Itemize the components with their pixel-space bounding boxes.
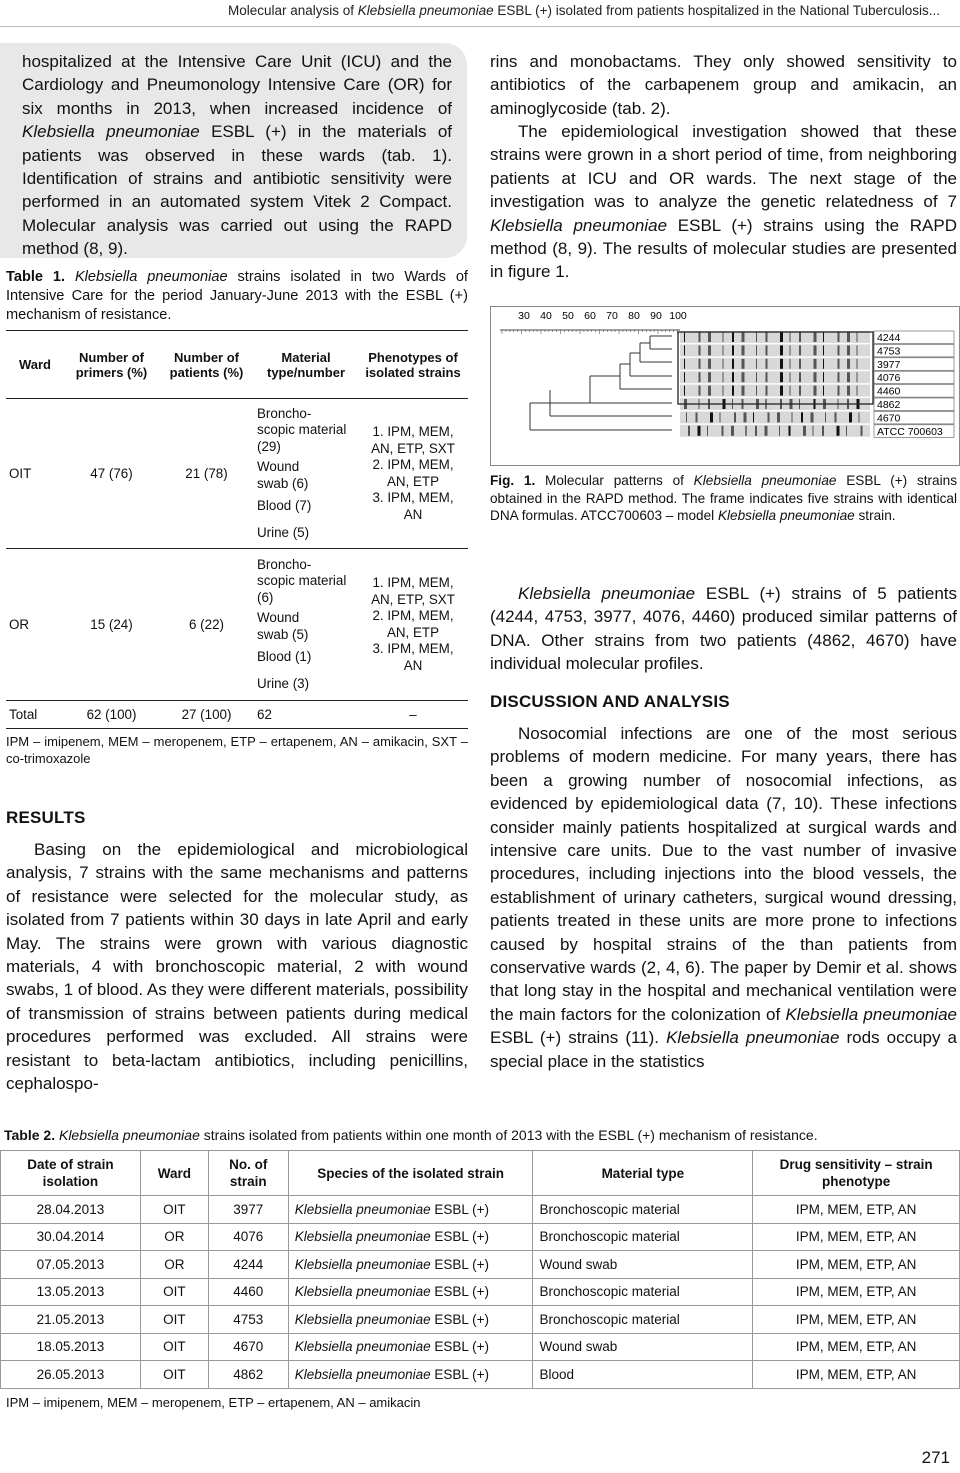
table-row <box>1 1333 960 1361</box>
gel-band <box>780 332 783 342</box>
table1-caption-text: strains isolated in two Wards of Intensive Care for the period January-June 2013 with the ESBL (+) mechanism of resistance. <box>6 269 468 323</box>
gel-band <box>699 332 701 342</box>
discussion-species-2: Klebsiella pneumoniae <box>666 1028 840 1048</box>
discussion-species-1: Klebsiella pneumoniae <box>785 1004 957 1024</box>
table1-header-primers: Number of primers (%) <box>75 349 148 380</box>
table1-header-material: Material type/number <box>266 349 345 380</box>
table2-species <box>288 1361 533 1389</box>
gel-band <box>723 372 724 382</box>
gel-band <box>746 426 747 436</box>
gel-band <box>801 412 803 422</box>
table1-total-row <box>6 701 468 729</box>
figure1-label: Fig. 1. <box>490 473 536 488</box>
gel-band <box>847 332 850 342</box>
gel-band <box>857 386 858 396</box>
gel-band <box>838 372 840 382</box>
gel-band <box>686 412 687 422</box>
gel-band <box>838 359 840 369</box>
gel-band <box>838 332 840 342</box>
table2-ward: OIT <box>140 1306 208 1334</box>
gel-band <box>753 412 754 422</box>
gel-band <box>799 332 801 342</box>
gel-band <box>780 345 783 355</box>
table1-primers: 47 (76) <box>90 466 133 481</box>
gel-band <box>799 386 801 396</box>
discussion-heading: DISCUSSION AND ANALYSIS <box>490 692 730 711</box>
gel-band <box>723 345 724 355</box>
page-number: 271 <box>921 1448 950 1467</box>
table2-strain-no: 4753 <box>208 1306 288 1334</box>
table2-header-material: Material type <box>533 1151 753 1196</box>
gel-band <box>766 332 768 342</box>
table1-patients: 21 (78) <box>185 466 228 481</box>
table2-ward: OR <box>140 1223 208 1251</box>
gel-band <box>790 372 791 382</box>
table2-drug: IPM, MEM, ETP, AN <box>753 1223 960 1251</box>
gel-band <box>766 372 768 382</box>
gel-band <box>790 345 791 355</box>
right-paragraph-1: rins and monobactams. They only showed sensitivity to antibiotics of the carbapenem group and amikacin, an aminoglycoside (tab. 2). <box>490 52 957 118</box>
gel-band <box>723 359 724 369</box>
gel-band <box>744 412 747 422</box>
right-p2-text-1: The epidemiological investigation showed that these strains were grown in a short period of time, from neighboring patients at ICU and OR wards. The next stage of the investigation was to analyze the genetic relatedness of 7 <box>490 122 957 212</box>
table1-phenotypes <box>358 549 468 701</box>
table2-material: Bronchoscopic material <box>533 1306 753 1334</box>
gel-band <box>742 345 745 355</box>
discussion-text-1: Nosocomial infections are one of the most serious problems of modern medicine. For many years, there has been a growing number of nosocomial infections, as evidenced by epidemiological data (7, 10). These infections consider mainly patients hospitalized at surgical wards and intensive care units. Due to the vast number of invasive procedures, including injections into the blood vessels, the establishment of urinary catheters, surgical wound dressing, patients treated in these units are more prone to infections caused by hospital strains of the than patients from conservative wards (2, 4, 6). The paper by Demir et al. shows that long stay in the hospital and mechanical ventilation were the main factors for the colonization of <box>490 724 957 1024</box>
phenotype-item: 1. IPM, MEM, AN, ETP, SXT <box>371 575 455 607</box>
gel-band <box>823 359 824 369</box>
scale-label: 40 <box>540 310 552 322</box>
table1-ward: OR <box>9 617 30 632</box>
running-title-species: Klebsiella pneumoniae <box>357 3 494 18</box>
table1-caption <box>6 268 468 325</box>
gel-band <box>699 386 701 396</box>
gel-lane <box>680 411 870 423</box>
gel-band <box>710 412 713 422</box>
table2-species <box>288 1223 533 1251</box>
gel-band <box>742 359 745 369</box>
gel-band <box>684 372 685 382</box>
table1-header-phenotypes: Phenotypes of isolated strains <box>365 349 461 380</box>
gel-band <box>765 426 768 436</box>
strain-labels <box>874 331 954 438</box>
right-p3-text: ESBL (+) strains of 5 patients (4244, 4753, 3977, 4076, 4460) produced similar patterns of DNA. Other strains from two patients (4862, 4670) have individual molecular profiles. <box>490 584 957 674</box>
table1-materials <box>254 399 358 549</box>
strain-label: ATCC 700603 <box>877 425 943 438</box>
gel-band <box>857 345 858 355</box>
table2-species <box>288 1251 533 1279</box>
table2-body <box>1 1196 960 1389</box>
gel-band <box>799 372 801 382</box>
strain-label: 4862 <box>877 399 901 411</box>
gel-band <box>825 412 826 422</box>
intro-paragraph <box>22 50 452 261</box>
table2-date: 26.05.2013 <box>1 1361 141 1389</box>
gel-band <box>732 332 734 342</box>
table1-total-material: 62 <box>257 707 272 722</box>
material-item: Broncho-scopic material (29) <box>257 405 347 454</box>
table1-header-ward: Ward <box>18 357 52 372</box>
table2-strain-no: 3977 <box>208 1196 288 1224</box>
table-row <box>1 1278 960 1306</box>
gel-band <box>708 386 711 396</box>
table2-drug: IPM, MEM, ETP, AN <box>753 1278 960 1306</box>
intro-species: Klebsiella pneumoniae <box>22 122 200 142</box>
species-suffix: ESBL (+) <box>430 1256 490 1272</box>
table2-drug: IPM, MEM, ETP, AN <box>753 1251 960 1279</box>
table1-caption-species: Klebsiella pneumoniae <box>74 269 228 285</box>
table2-header-ward: Ward <box>140 1151 208 1196</box>
table2-drug: IPM, MEM, ETP, AN <box>753 1306 960 1334</box>
table2-header-species: Species of the isolated strain <box>288 1151 533 1196</box>
gel-band <box>835 412 837 422</box>
species-suffix: ESBL (+) <box>430 1201 490 1217</box>
gel-band <box>732 359 734 369</box>
right-paragraph-2 <box>490 120 957 284</box>
gel-band <box>684 345 685 355</box>
table2-label: Table 2. <box>4 1127 56 1143</box>
table-row <box>1 1251 960 1279</box>
gel-band <box>857 359 858 369</box>
gel-band <box>708 332 711 342</box>
gel-band <box>699 372 701 382</box>
table1-total-label: Total <box>9 707 38 722</box>
gel-band <box>823 332 824 342</box>
right-paragraph-3 <box>490 582 957 676</box>
gel-band <box>838 386 840 396</box>
right-p3-species: Klebsiella pneumoniae <box>518 584 696 603</box>
gel-band <box>814 372 817 382</box>
gel-band <box>756 332 757 342</box>
gel-band <box>847 345 850 355</box>
gel-band <box>859 412 860 422</box>
table1-materials <box>254 549 358 701</box>
gel-band <box>780 372 783 382</box>
material-item: Wound swab (5) <box>257 610 309 642</box>
table-row <box>1 1306 960 1334</box>
gel-band <box>766 359 768 369</box>
table1-label: Table 1. <box>6 269 66 285</box>
gel-band <box>792 412 793 422</box>
gel-band <box>837 426 840 436</box>
strain-label: 4670 <box>877 412 901 425</box>
strain-label: 4460 <box>877 385 901 398</box>
gel-band <box>756 372 757 382</box>
table-row <box>6 549 468 701</box>
fig-cap-species-2: Klebsiella pneumoniae <box>717 508 855 523</box>
gel-band <box>779 426 780 436</box>
gel-band <box>799 345 801 355</box>
gel-band <box>814 345 817 355</box>
table2-caption <box>4 1126 954 1145</box>
figure1-dendrogram <box>490 306 960 466</box>
material-item: Urine (3) <box>257 675 310 691</box>
gel-band <box>838 345 840 355</box>
gel-band <box>756 386 757 396</box>
gel-band <box>790 386 791 396</box>
table2-species <box>288 1278 533 1306</box>
material-item: Urine (5) <box>257 524 310 540</box>
table2-header-date: Date of strain isolation <box>1 1151 141 1196</box>
table1-total-phenotypes: – <box>409 707 417 722</box>
fig-cap-species: Klebsiella pneumoniae <box>693 473 837 488</box>
table2-strain-no: 4460 <box>208 1278 288 1306</box>
gel-band <box>823 386 824 396</box>
fig-cap-1: Molecular patterns of <box>535 473 694 488</box>
material-item: Blood (7) <box>257 498 312 514</box>
table2-ward: OIT <box>140 1196 208 1224</box>
gel-band <box>847 372 850 382</box>
table1-footnote: IPM – imipenem, MEM – meropenem, ETP – ertapenem, AN – amikacin, SXT – co-trimoxazole <box>6 734 468 766</box>
table1-patients: 6 (22) <box>189 617 224 632</box>
species-suffix: ESBL (+) <box>430 1229 490 1245</box>
strain-label: 4244 <box>877 332 901 344</box>
gel-band <box>684 359 685 369</box>
gel-band <box>803 426 806 436</box>
table2-material: Bronchoscopic material <box>533 1278 753 1306</box>
gel-band <box>766 345 768 355</box>
discussion-text-3: rods occupy a special place in the statistics <box>490 1028 957 1071</box>
table2-date: 28.04.2013 <box>1 1196 141 1224</box>
phenotype-item: 1. IPM, MEM, AN, ETP, SXT <box>371 424 455 456</box>
table2-date: 07.05.2013 <box>1 1251 141 1279</box>
species-name: Klebsiella pneumoniae <box>294 1284 431 1300</box>
species-suffix: ESBL (+) <box>430 1284 490 1300</box>
table2-header-row <box>1 1151 960 1196</box>
strain-label: 4076 <box>877 372 901 385</box>
species-name: Klebsiella pneumoniae <box>294 1339 431 1355</box>
table2-species <box>288 1333 533 1361</box>
table2 <box>0 1150 960 1389</box>
gel-band <box>742 372 745 382</box>
table-row <box>6 399 468 549</box>
gel-band <box>696 412 698 422</box>
table1-header-row <box>6 331 468 399</box>
gel-band <box>799 359 801 369</box>
gel-band <box>720 412 721 422</box>
gel-band <box>742 386 745 396</box>
table2-caption-text: strains isolated from patients within one month of 2013 with the ESBL (+) mechanism of resistance. <box>199 1127 818 1143</box>
gel-band <box>756 359 757 369</box>
table2-species <box>288 1196 533 1224</box>
species-name: Klebsiella pneumoniae <box>294 1201 431 1217</box>
gel-band <box>777 412 780 422</box>
gel-band <box>846 426 847 436</box>
phenotype-item: 3. IPM, MEM, AN <box>372 641 454 673</box>
gel-band <box>708 372 711 382</box>
species-name: Klebsiella pneumoniae <box>294 1256 431 1272</box>
gel-band <box>684 386 685 396</box>
gel-band <box>861 426 863 436</box>
gel-band <box>790 359 791 369</box>
strain-label: 4753 <box>877 345 901 358</box>
gel-band <box>755 426 757 436</box>
gel-band <box>823 372 824 382</box>
gel-band <box>847 359 850 369</box>
table2-material: Bronchoscopic material <box>533 1196 753 1224</box>
gel-band <box>857 372 858 382</box>
running-title <box>228 3 940 18</box>
table2-ward: OIT <box>140 1278 208 1306</box>
species-name: Klebsiella pneumoniae <box>294 1366 431 1382</box>
gel-band <box>780 386 783 396</box>
table2-date: 13.05.2013 <box>1 1278 141 1306</box>
gel-band <box>849 412 852 422</box>
species-name: Klebsiella pneumoniae <box>294 1229 431 1245</box>
table2-strain-no: 4244 <box>208 1251 288 1279</box>
scale-label: 60 <box>584 310 596 322</box>
gel-lane <box>680 425 870 437</box>
scale-label: 80 <box>628 310 640 322</box>
gel-band <box>742 332 745 342</box>
table2-ward: OR <box>140 1251 208 1279</box>
species-suffix: ESBL (+) <box>430 1366 490 1382</box>
gel-band <box>811 412 814 422</box>
table2-material: Blood <box>533 1361 753 1389</box>
gel-band <box>814 359 817 369</box>
gel-band <box>768 412 770 422</box>
gel-band <box>813 426 814 436</box>
table2-strain-no: 4862 <box>208 1361 288 1389</box>
table2-drug: IPM, MEM, ETP, AN <box>753 1361 960 1389</box>
table1-total-primers: 62 (100) <box>86 707 137 722</box>
material-item: Blood (1) <box>257 649 312 665</box>
table2-ward: OIT <box>140 1333 208 1361</box>
gel-band <box>857 332 858 342</box>
gel-band <box>822 426 824 436</box>
phenotype-item: 2. IPM, MEM, AN, ETP <box>372 457 454 489</box>
gel-band <box>699 359 701 369</box>
results-heading: RESULTS <box>6 808 86 827</box>
gel-band <box>780 359 783 369</box>
table1-primers: 15 (24) <box>90 617 133 632</box>
figure1-caption <box>490 472 957 525</box>
table1 <box>6 330 468 729</box>
table2-caption-species: Klebsiella pneumoniae <box>58 1127 200 1143</box>
discussion-paragraph <box>490 722 957 1073</box>
gel-band <box>688 426 690 436</box>
gel-band <box>732 372 734 382</box>
scale-label: 30 <box>518 310 530 322</box>
gel-band <box>731 426 734 436</box>
running-title-pre: Molecular analysis of <box>227 3 358 18</box>
gel-band <box>722 426 724 436</box>
gel-band <box>698 426 701 436</box>
discussion-text-2: ESBL (+) strains (11). <box>490 1028 667 1048</box>
gel-band <box>814 332 817 342</box>
results-paragraph: Basing on the epidemiological and microbiological analysis, 7 strains with the same mechanisms and patterns of resistance were selected for the molecular study, as isolated from 7 patients within 30 days in late April and early May. The strains were grown with various diagnostic materials, 4 with bronchoscopic material, 2 with wound swabs, 1 of blood. As they were different materials, possibility of transmission of strains between patients during medical procedures performed was excluded. All strains were resistant to beta-lactam antibiotics, including penicillins, cephalospo- <box>6 840 468 1094</box>
intro-text-2: ESBL (+) in the materials of patients was observed in these wards (tab. 1). Identification of strains and antibiotic sensitivity were performed in an automated system Vitek 2 Compact. Molecular analysis was carried out using the RAPD method (8, 9). <box>22 122 453 259</box>
scale-label: 50 <box>562 310 574 322</box>
table2-drug: IPM, MEM, ETP, AN <box>753 1333 960 1361</box>
phenotype-item: 2. IPM, MEM, AN, ETP <box>372 608 454 640</box>
table2-material: Wound swab <box>533 1251 753 1279</box>
table2-header-drug: Drug sensitivity – strain phenotype <box>753 1151 960 1196</box>
table2-date: 21.05.2013 <box>1 1306 141 1334</box>
table1-ward: OIT <box>9 466 32 481</box>
species-suffix: ESBL (+) <box>430 1339 490 1355</box>
table2-species <box>288 1306 533 1334</box>
species-suffix: ESBL (+) <box>430 1311 490 1327</box>
gel-band <box>823 345 824 355</box>
running-header <box>0 0 960 27</box>
scale-label: 70 <box>606 310 618 322</box>
gel-band <box>734 412 736 422</box>
gel-band <box>732 386 734 396</box>
gel-band <box>708 359 711 369</box>
material-item: Broncho-scopic material (6) <box>257 556 347 605</box>
phenotype-item: 3. IPM, MEM, AN <box>372 490 454 522</box>
gel-band <box>707 426 708 436</box>
table1-total-patients: 27 (100) <box>181 707 232 722</box>
table2-material: Bronchoscopic material <box>533 1223 753 1251</box>
table2-strain-no: 4076 <box>208 1223 288 1251</box>
gel-band <box>847 386 850 396</box>
table2-ward: OIT <box>140 1361 208 1389</box>
table2-material: Wound swab <box>533 1333 753 1361</box>
table2-date: 18.05.2013 <box>1 1333 141 1361</box>
table1-header-patients: Number of patients (%) <box>169 349 244 380</box>
table2-footnote: IPM – imipenem, MEM – meropenem, ETP – ertapenem, AN – amikacin <box>6 1395 421 1410</box>
gel-band <box>699 345 701 355</box>
table-row <box>1 1223 960 1251</box>
right-p2-species: Klebsiella pneumoniae <box>490 215 668 235</box>
species-name: Klebsiella pneumoniae <box>294 1311 431 1327</box>
table2-drug: IPM, MEM, ETP, AN <box>753 1196 960 1224</box>
scale-label: 90 <box>650 310 662 322</box>
table2-date: 30.04.2014 <box>1 1223 141 1251</box>
table2-strain-no: 4670 <box>208 1333 288 1361</box>
gel-band <box>732 345 734 355</box>
table1-phenotypes <box>358 399 468 549</box>
gel-band <box>756 345 757 355</box>
gel-band <box>684 332 685 342</box>
gel-band <box>766 386 768 396</box>
fig-cap-3: strain. <box>854 508 896 523</box>
fig-cap-2: ESBL (+) strains obtained in the RAPD method. The frame indicates five strains with identical DNA formulas. ATCC700603 – model <box>490 473 957 523</box>
table-row <box>1 1361 960 1389</box>
gel-band <box>723 332 724 342</box>
gel-band <box>723 386 724 396</box>
right-p2-text-2: ESBL (+) strains using the RAPD method (8, 9). The results of molecular studies are presented in figure 1. <box>490 215 957 282</box>
table2-header-no: No. of strain <box>208 1151 288 1196</box>
gel-band <box>708 345 711 355</box>
gel-band <box>814 386 817 396</box>
gel-band <box>790 332 791 342</box>
strain-label: 3977 <box>877 358 901 371</box>
running-title-post: ESBL (+) isolated from patients hospitalized in the National Tuberculosis... <box>493 3 940 18</box>
table-row <box>1 1196 960 1224</box>
gel-band <box>789 426 791 436</box>
material-item: Wound swab (6) <box>257 459 309 491</box>
intro-text-1: hospitalized at the Intensive Care Unit (ICU) and the Cardiology and Pneumonology Intensive Care (OR) for six months in 2013, when increased incidence of <box>22 52 452 118</box>
scale-label: 100 <box>669 310 687 322</box>
